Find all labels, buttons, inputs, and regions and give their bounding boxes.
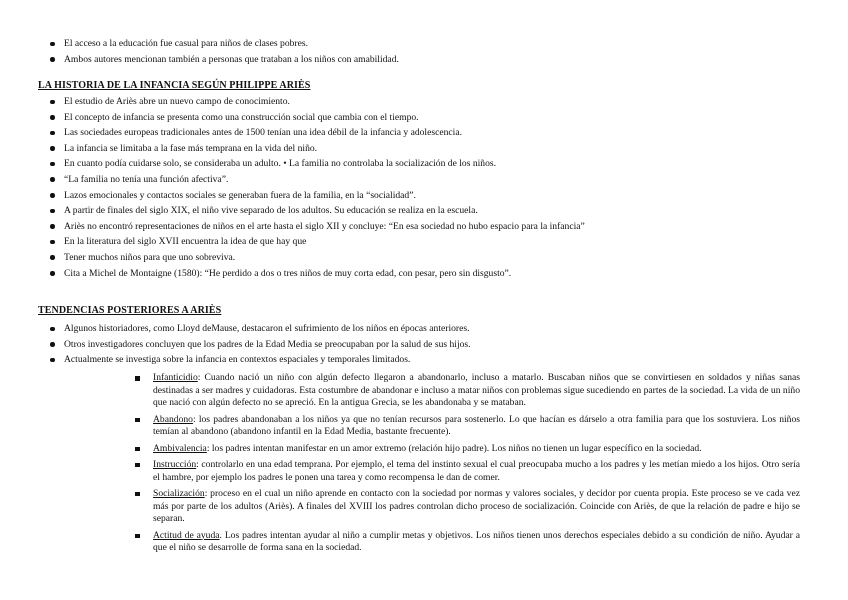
subtopic-term: Abandono — [153, 413, 193, 425]
list-item: Ariès no encontró representaciones de niños en el arte hasta el siglo XII y concluye: “En esa sociedad no hubo espacio para la infancia” — [0, 219, 848, 235]
bullet-icon — [50, 342, 55, 347]
list-item: Algunos historiadores, como Lloyd deMause, destacaron el sufrimiento de los niños en épocas anteriores. — [0, 321, 848, 337]
subtopic-instruccion — [0, 459, 848, 484]
list-item: En la literatura del siglo XVII encuentra la idea de que hay que — [0, 234, 848, 250]
bullet-icon — [50, 271, 55, 276]
bullet-icon — [50, 115, 55, 120]
subtopic-text: : controlarlo en una edad temprana. Por ejemplo, el tema del instinto sexual el cual preocupaba mucho a los padres y les metían miedo a los hijos. Otro sería el hambre, por ejemplo los padres le ponen una tarea y como recompensa le dan de comer. — [153, 458, 800, 483]
list-item: Las sociedades europeas tradicionales antes de 1500 tenían una idea débil de la infancia y adolescencia. — [0, 125, 848, 141]
aries-section — [0, 94, 848, 281]
bullet-icon — [50, 209, 55, 214]
subtopic-infanticidio — [0, 372, 848, 410]
bullet-icon — [50, 146, 55, 151]
section-heading-aries: LA HISTORIA DE LA INFANCIA SEGÚN PHILIPPE ARIÈS — [38, 80, 311, 91]
intro-bullet-list — [0, 36, 848, 67]
tendencias-bullet-list — [0, 321, 848, 368]
list-item: Ambos autores mencionan también a personas que trataban a los niños con amabilidad. — [0, 52, 848, 68]
list-item: El acceso a la educación fue casual para niños de clases pobres. — [0, 36, 848, 52]
subtopic-term: Ambivalencia — [153, 442, 207, 454]
intro-section — [0, 36, 848, 67]
square-bullet-icon — [135, 463, 140, 468]
subtopic-term: Actitud de ayuda — [153, 529, 220, 541]
square-bullet-icon — [135, 534, 140, 539]
list-item: Otros investigadores concluyen que los padres de la Edad Media se preocupaban por la salud de sus hijos. — [0, 337, 848, 353]
list-item: El concepto de infancia se presenta como una construcción social que cambia con el tiempo. — [0, 110, 848, 126]
subtopic-term: Socialización — [153, 487, 205, 499]
section-heading-tendencias: TENDENCIAS POSTERIORES A ARIÈS — [38, 305, 222, 316]
bullet-icon — [50, 358, 55, 363]
bullet-icon — [50, 193, 55, 198]
square-bullet-icon — [135, 447, 140, 452]
list-item: Tener muchos niños para que uno sobreviva. — [0, 250, 848, 266]
list-item: En cuanto podía cuidarse solo, se consideraba un adulto. • La familia no controlaba la socialización de los niños. — [0, 156, 848, 172]
bullet-icon — [50, 131, 55, 136]
bullet-icon — [50, 327, 55, 332]
bullet-icon — [50, 42, 55, 47]
bullet-icon — [50, 177, 55, 182]
subtopic-text: : los padres abandonaban a los niños ya que no tenían recursos para sostenerlo. Lo que hacían es dárselo a otra familia para que los sostuviera. Los niños temían al abandono (abandono infantil en la Edad Media, bastante frecuente). — [153, 413, 800, 438]
list-item: Lazos emocionales y contactos sociales se generaban fuera de la familia, en la “socialidad”. — [0, 188, 848, 204]
bullet-icon — [50, 100, 55, 105]
list-item: A partir de finales del siglo XIX, el niño vive separado de los adultos. Su educación se realiza en la escuela. — [0, 203, 848, 219]
list-item: “La familia no tenía una función afectiva”. — [0, 172, 848, 188]
subtopic-term: Instrucción — [153, 458, 197, 470]
list-item: Actualmente se investiga sobre la infancia en contextos espaciales y temporales limitados. — [0, 352, 848, 368]
bullet-icon — [50, 224, 55, 229]
bullet-icon — [50, 255, 55, 260]
tendencias-section — [0, 321, 848, 368]
subtopic-text: . Los padres intentan ayudar al niño a cumplir metas y objetivos. Los niños tienen unos derechos especiales debido a su condición de niño. Ayudar a que el niño se desarrolle de forma sana en la sociedad. — [153, 529, 800, 554]
subtopic-actitud-de-ayuda — [0, 530, 848, 555]
list-item: Cita a Michel de Montaigne (1580): “He perdido a dos o tres niños de muy corta edad, con pesar, pero sin disgusto”. — [0, 266, 848, 282]
subtopics-section — [0, 372, 848, 559]
square-bullet-icon — [135, 376, 140, 381]
subtopic-list — [0, 372, 848, 555]
subtopic-socializacion — [0, 488, 848, 526]
square-bullet-icon — [135, 492, 140, 497]
bullet-icon — [50, 240, 55, 245]
subtopic-text: : los padres intentan manifestar en un amor extremo (relación hijo padre). Los niños no tienen un lugar específico en la sociedad. — [206, 442, 702, 454]
subtopic-ambivalencia — [0, 443, 848, 456]
subtopic-abandono — [0, 414, 848, 439]
subtopic-text: : proceso en el cual un niño aprende en contacto con la sociedad por normas y valores sociales, y decidor por cuenta propia. Este proceso se ve cada vez más por parte de los adultos (Ariès). A finales del XVIII los padres controlan dicho proceso de socialización. Coincide con Ariès, de que la relación de padre e hijo se separan. — [153, 487, 800, 525]
square-bullet-icon — [135, 418, 140, 423]
subtopic-text: : Cuando nació un niño con algún defecto llegaron a abandonarlo, incluso a matarlo. Buscaban niños que se convirtiesen en soldados y niñas sanas destinadas a ser madres y cuidadoras. Esta costumbre de abandonar e incluso a matar niños con problemas sigue sucediendo en partes de la sociedad. La vida de un niño que nació con algún defecto no se apreció. En la antigua Grecia, se les abandonaba y se mataban. — [153, 372, 800, 409]
list-item: La infancia se limitaba a la fase más temprana en la vida del niño. — [0, 141, 848, 157]
aries-bullet-list — [0, 94, 848, 281]
list-item: El estudio de Ariès abre un nuevo campo de conocimiento. — [0, 94, 848, 110]
subtopic-term: Infanticidio — [153, 372, 198, 383]
bullet-icon — [50, 162, 55, 167]
bullet-icon — [50, 57, 55, 62]
